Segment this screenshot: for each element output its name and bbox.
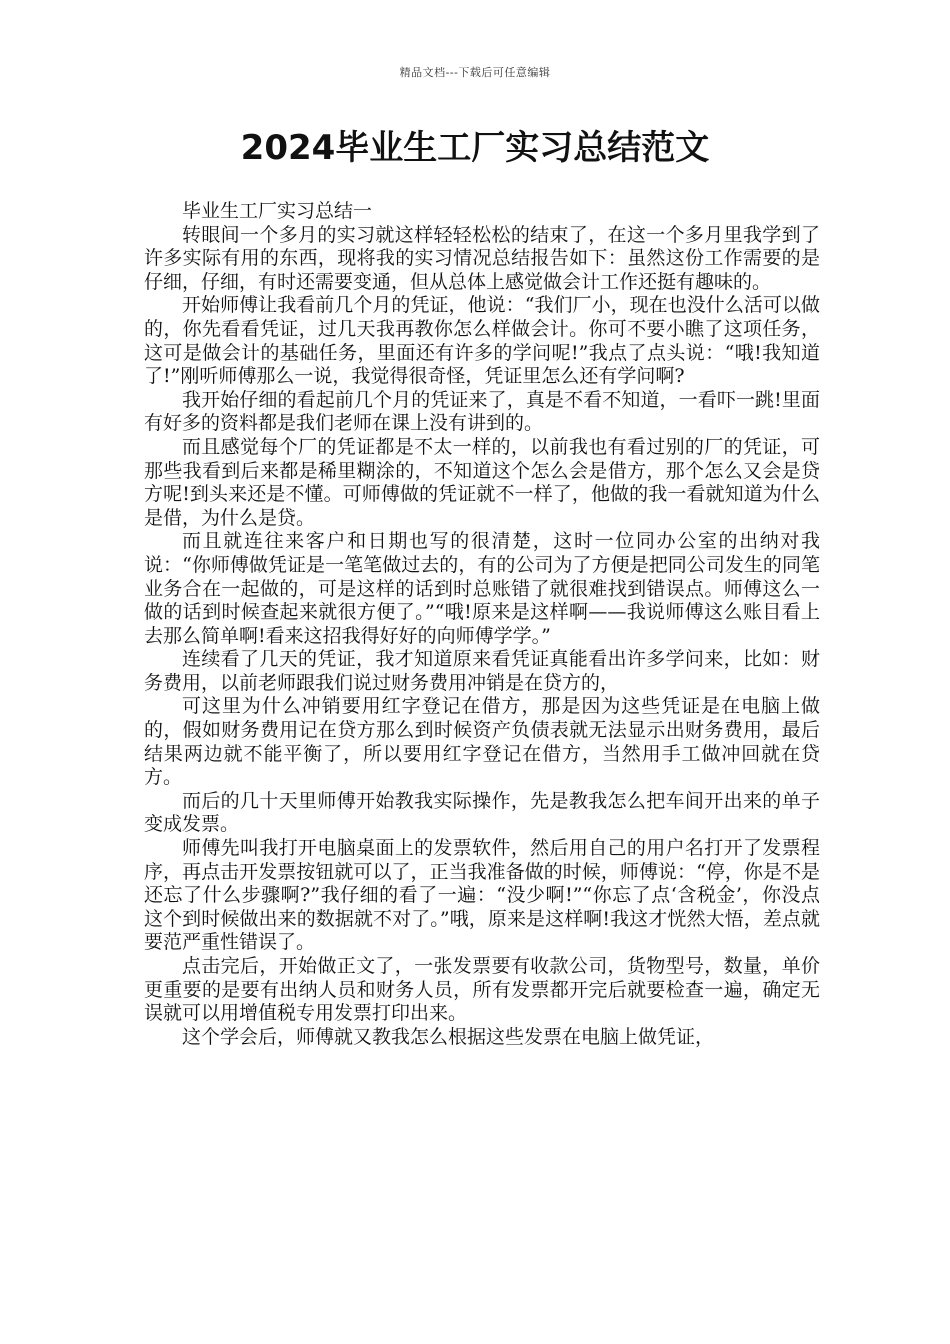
paragraph: 而且就连往来客户和日期也写的很清楚，这时一位同办公室的出纳对我说：“你师傅做凭证是一笔笔做过去的，有的公司为了方便是把同公司发生的同笔业务合在一起做的，可是这样的话到时总账错了就很难找到错误点。师傅这么一做的话到时候查起来就很方便了。”“哦!原来是这样啊——我说师傅这么账目看上去那么简单啊!看来这招我得好好的向师傅学学。” <box>144 530 820 647</box>
paragraph: 转眼间一个多月的实习就这样轻轻松松的结束了，在这一个多月里我学到了许多实际有用的东西，现将我的实习情况总结报告如下：虽然这份工作需要的是仔细，仔细，有时还需要变通，但从总体上感觉做会计工作还挺有趣味的。 <box>144 223 820 293</box>
paragraph: 师傅先叫我打开电脑桌面上的发票软件，然后用自己的用户名打开了发票程序，再点击开发票按钮就可以了，正当我准备做的时候，师傅说：“停，你是不是还忘了什么步骤啊?”我仔细的看了一遍：“没少啊!”“你忘了点‘含税金’，你没点这个到时候做出来的数据就不对了。”哦，原来是这样啊!我这才恍然大悟，差点就要范严重性错误了。 <box>144 837 820 954</box>
paragraph: 点击完后，开始做正文了，一张发票要有收款公司，货物型号，数量，单价更重要的是要有出纳人员和财务人员，所有发票都开完后就要检查一遍，确定无误就可以用增值税专用发票打印出来。 <box>144 955 820 1025</box>
paragraph: 可这里为什么冲销要用红字登记在借方，那是因为这些凭证是在电脑上做的，假如财务费用记在贷方那么到时候资产负债表就无法显示出财务费用，最后结果两边就不能平衡了，所以要用红字登记在借方，当然用手工做冲回就在贷方。 <box>144 695 820 789</box>
paragraph: 连续看了几天的凭证，我才知道原来看凭证真能看出许多学问来，比如：财务费用，以前老师跟我们说过财务费用冲销是在贷方的， <box>144 648 820 694</box>
document-title: 2024毕业生工厂实习总结范文 <box>240 128 710 168</box>
document-body <box>144 200 820 1049</box>
paragraph: 而且感觉每个厂的凭证都是不太一样的，以前我也有看过别的厂的凭证，可那些我看到后来都是稀里糊涂的，不知道这个怎么会是借方，那个怎么又会是贷方呢!到头来还是不懂。可师傅做的凭证就不一样了，他做的我一看就知道为什么是借，为什么是贷。 <box>144 435 820 529</box>
page-header: 精品文档---下载后可任意编辑 <box>399 66 551 79</box>
paragraph: 我开始仔细的看起前几个月的凭证来了，真是不看不知道，一看吓一跳!里面有好多的资料都是我们老师在课上没有讲到的。 <box>144 388 820 435</box>
paragraph: 而后的几十天里师傅开始教我实际操作，先是教我怎么把车间开出来的单子变成发票。 <box>144 789 820 836</box>
paragraph: 这个学会后，师傅就又教我怎么根据这些发票在电脑上做凭证， <box>182 1025 715 1048</box>
section-heading: 毕业生工厂实习总结一 <box>182 200 373 222</box>
paragraph: 开始师傅让我看前几个月的凭证，他说：“我们厂小，现在也没什么活可以做的，你先看看凭证，过几天我再教你怎么样做会计。你可不要小瞧了这项任务，这可是做会计的基础任务，里面还有许多的学问呢!”我点了点头说：“哦!我知道了!”刚听师傅那么一说，我觉得很奇怪，凭证里怎么还有学问啊? <box>144 294 820 388</box>
